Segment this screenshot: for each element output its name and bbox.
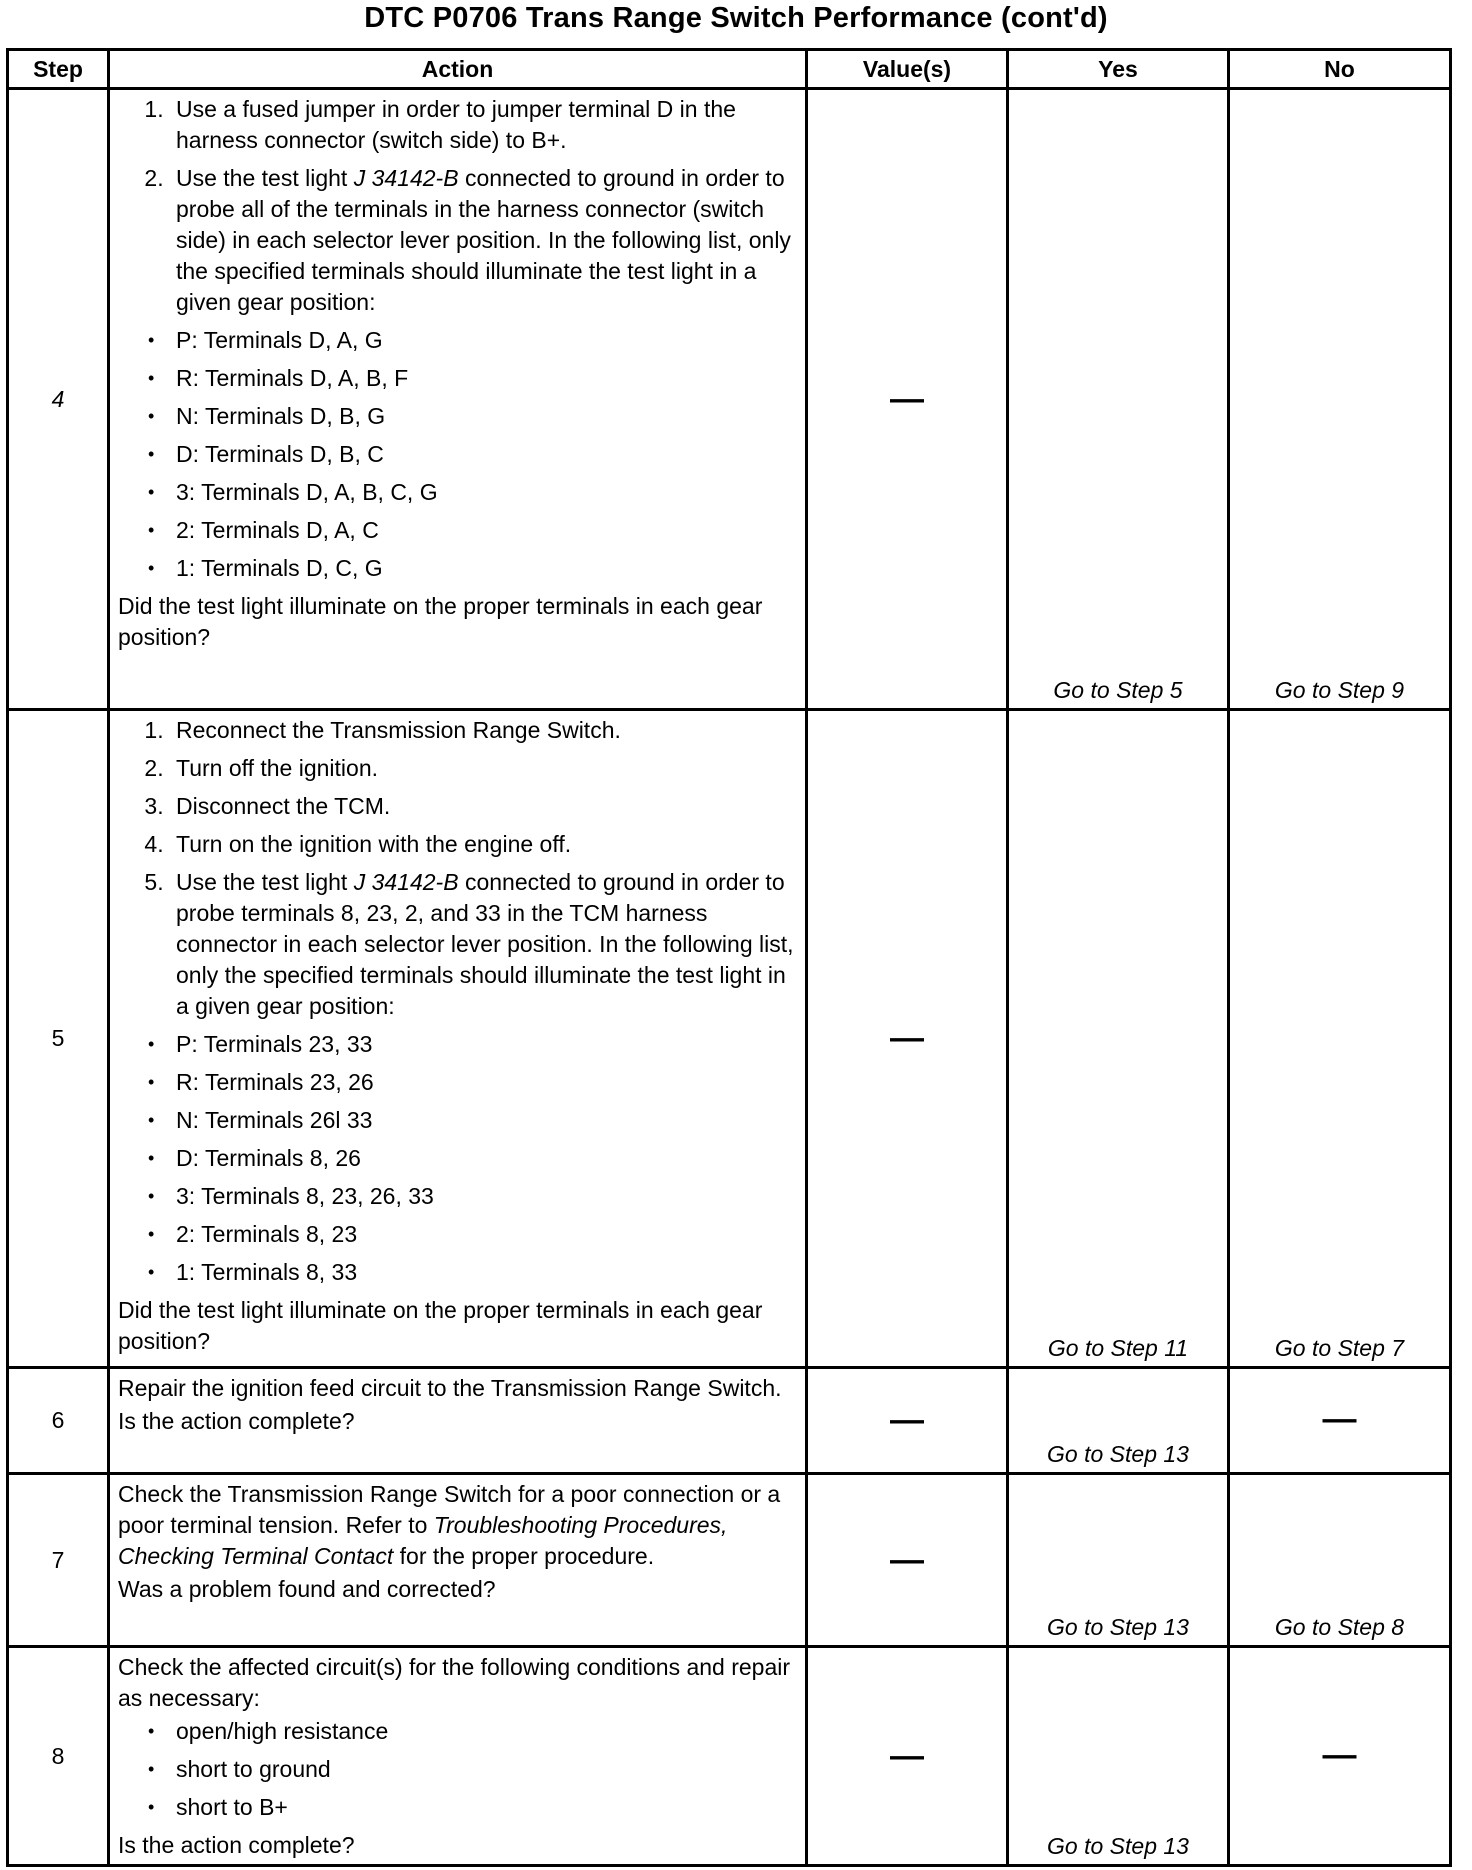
action-step: 3. Disconnect the TCM. [170,791,799,822]
no-cell: Go to Step 7 [1229,710,1451,1368]
no-cell: — [1229,1647,1451,1866]
no-cell: Go to Step 8 [1229,1474,1451,1647]
table-row [8,1647,1451,1866]
list-item: • 2: Terminals D, A, C [148,515,799,546]
list-item: • P: Terminals D, A, G [148,325,799,356]
yes-cell: Go to Step 11 [1008,710,1229,1368]
list-item: • R: Terminals 23, 26 [148,1067,799,1098]
yes-cell: Go to Step 13 [1008,1647,1229,1866]
table-row [8,1474,1451,1647]
value-cell: — [807,1368,1008,1474]
table-header-row [8,50,1451,89]
tool-reference: J 34142-B [353,165,459,191]
header-action: Action [109,50,807,89]
table-row [8,710,1451,1368]
action-step: 2. Use the test light J 34142-B connected to ground in order to probe all of the terminals in the harness connector (switch side) in each selector lever position. In the following list, only the specified terminals should illuminate the test light in a given gear position: [170,163,799,318]
list-item: • open/high resistance [148,1716,799,1747]
action-text: Repair the ignition feed circuit to the Transmission Range Switch. [118,1375,782,1401]
no-cell: — [1229,1368,1451,1474]
header-values: Value(s) [807,50,1008,89]
list-item: • short to B+ [148,1792,799,1823]
action-cell [109,710,807,1368]
page-title: DTC P0706 Trans Range Switch Performance (cont'd) [364,2,1108,34]
action-cell [109,1474,807,1647]
table-row [8,1368,1451,1474]
step-number: 5 [8,710,109,1368]
list-item: • short to ground [148,1754,799,1785]
question: Did the test light illuminate on the proper terminals in each gear position? [118,1297,763,1354]
procedure-reference: Troubleshooting Procedures, Checking Terminal Contact [118,1512,728,1569]
tool-reference: J 34142-B [353,869,459,895]
list-item: • 3: Terminals 8, 23, 26, 33 [148,1181,799,1212]
action-step: 4. Turn on the ignition with the engine off. [170,829,799,860]
question: Is the action complete? [118,1832,355,1858]
action-step: 5. Use the test light J 34142-B connected to ground in order to probe terminals 8, 23, 2, and 33 in the TCM harness connector in each selector lever position. In the following list, only the specified terminals should illuminate the test light in a given gear position: [170,867,799,1022]
list-item: • P: Terminals 23, 33 [148,1029,799,1060]
list-item: • 3: Terminals D, A, B, C, G [148,477,799,508]
list-item: • N: Terminals 26l 33 [148,1105,799,1136]
list-item: • N: Terminals D, B, G [148,401,799,432]
table-row [8,89,1451,710]
question: Was a problem found and corrected? [118,1576,496,1602]
action-cell [109,1647,807,1866]
diagnostic-table [6,48,1452,1867]
list-item: • 1: Terminals D, C, G [148,553,799,584]
action-text: Check the Transmission Range Switch for a poor connection or a poor terminal tension. Refer to Troubleshooting Procedures, Checking Terminal Contact for the proper procedure. [118,1481,781,1569]
list-item: • D: Terminals 8, 26 [148,1143,799,1174]
no-cell: Go to Step 9 [1229,89,1451,710]
action-cell [109,1368,807,1474]
question: Is the action complete? [118,1408,355,1434]
question: Did the test light illuminate on the proper terminals in each gear position? [118,593,763,650]
terminal-list [118,325,799,584]
value-cell: — [807,1474,1008,1647]
list-item: • 2: Terminals 8, 23 [148,1219,799,1250]
header-no: No [1229,50,1451,89]
action-steps [118,715,799,1022]
header-yes: Yes [1008,50,1229,89]
action-text: Check the affected circuit(s) for the following conditions and repair as necessary: [118,1654,791,1711]
action-steps [118,94,799,318]
list-item: • R: Terminals D, A, B, F [148,363,799,394]
action-step: 2. Turn off the ignition. [170,753,799,784]
value-cell: — [807,710,1008,1368]
terminal-list [118,1029,799,1288]
action-cell [109,89,807,710]
step-number: 6 [8,1368,109,1474]
value-cell: — [807,89,1008,710]
step-number: 7 [8,1474,109,1647]
list-item: • 1: Terminals 8, 33 [148,1257,799,1288]
condition-list [118,1716,799,1823]
value-cell: — [807,1647,1008,1866]
yes-cell: Go to Step 5 [1008,89,1229,710]
step-number: 4 [8,89,109,710]
list-item: • D: Terminals D, B, C [148,439,799,470]
action-step: 1. Reconnect the Transmission Range Switch. [170,715,799,746]
step-number: 8 [8,1647,109,1866]
yes-cell: Go to Step 13 [1008,1368,1229,1474]
action-step: 1. Use a fused jumper in order to jumper terminal D in the harness connector (switch side) to B+. [170,94,799,156]
header-step: Step [8,50,109,89]
yes-cell: Go to Step 13 [1008,1474,1229,1647]
